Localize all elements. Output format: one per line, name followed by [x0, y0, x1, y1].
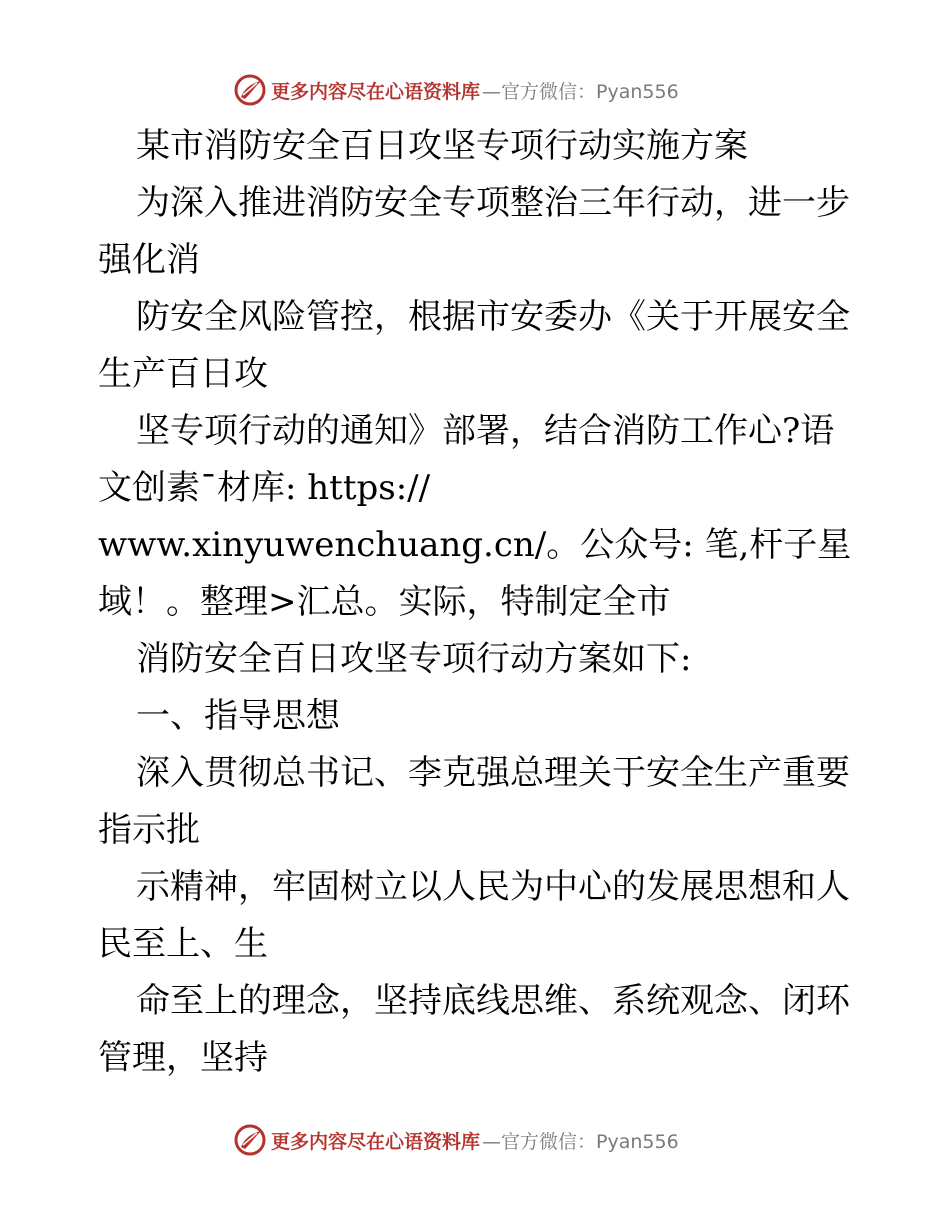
body-line-url: www.xinyuwenchuang.cn/。公众号: 笔,杆子星: [98, 525, 852, 565]
brand-logo-icon: [233, 73, 267, 107]
body-line: 坚专项行动的通知》部署，结合消防工作心?语: [136, 411, 835, 451]
header-banner[interactable]: [233, 72, 679, 108]
body-line: 防安全风险管控，根据市安委办《关于开展安全: [136, 297, 850, 337]
document-body: [98, 118, 858, 1087]
header-wechat: —官方微信：Pyan556: [482, 80, 679, 103]
document-title: 某市消防安全百日攻坚专项行动实施方案: [136, 126, 748, 166]
footer-wechat: —官方微信：Pyan556: [482, 1130, 679, 1153]
body-line: 管理，坚持: [98, 1038, 268, 1078]
body-line: 民至上、生: [98, 924, 268, 964]
body-line: 消防安全百日攻坚专项行动方案如下:: [136, 639, 692, 679]
body-line: 深入贯彻总书记、李克强总理关于安全生产重要: [136, 753, 850, 793]
body-line: 生产百日攻: [98, 354, 268, 394]
body-line: 强化消: [98, 240, 200, 280]
body-line: 域！。整理>汇总。实际，特制定全市: [98, 582, 671, 622]
section-heading: 一、指导思想: [136, 696, 340, 736]
header-slogan: 更多内容尽在心语资料库: [271, 80, 481, 103]
body-line: 示精神，牢固树立以人民为中心的发展思想和人: [136, 867, 850, 907]
body-line: 指示批: [98, 810, 200, 850]
footer-banner[interactable]: [233, 1122, 679, 1158]
footer-slogan: 更多内容尽在心语资料库: [271, 1130, 481, 1153]
brand-logo-icon: [233, 1123, 267, 1157]
body-line: 命至上的理念，坚持底线思维、系统观念、闭环: [136, 981, 850, 1021]
body-line: 文创素¯材库: https://: [98, 468, 431, 508]
body-line: 为深入推进消防安全专项整治三年行动，进一步: [136, 183, 850, 223]
